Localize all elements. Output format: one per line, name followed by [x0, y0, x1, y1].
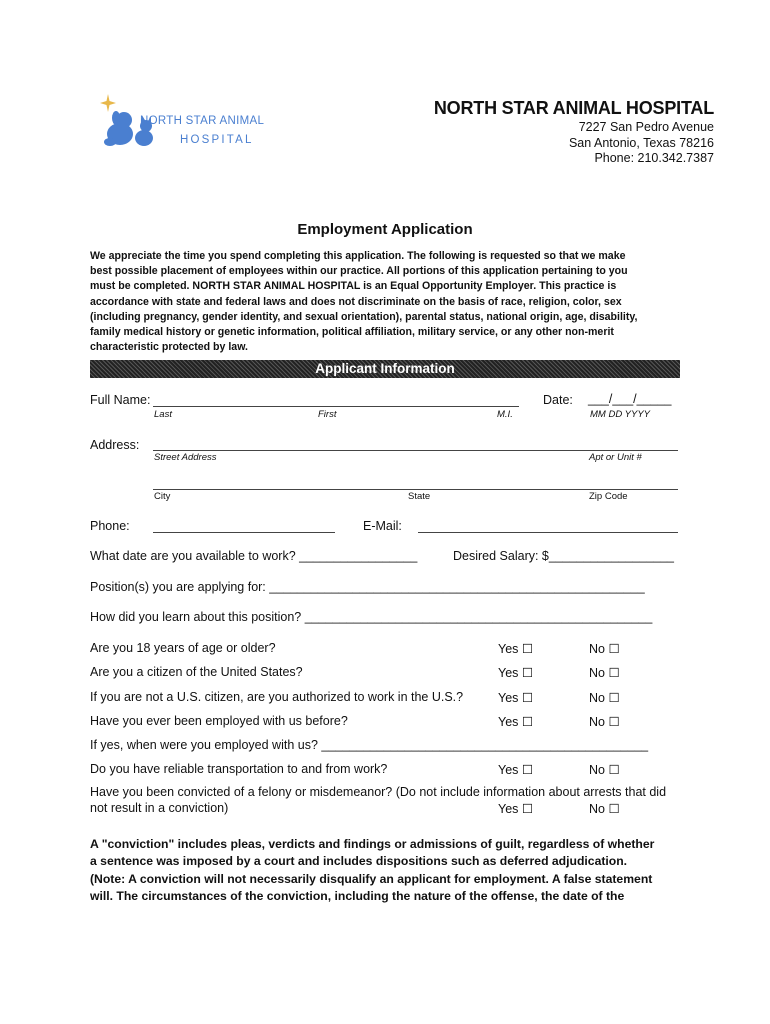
intro-line: must be completed. NORTH STAR ANIMAL HOSPITAL is an Equal Opportunity Employer. This practice is — [90, 280, 617, 293]
intro-line: characteristic protected by law. — [90, 341, 248, 354]
previous-employment-no-checkbox[interactable]: No ☐ — [589, 715, 620, 729]
street-address: 7227 San Pedro Avenue — [578, 120, 714, 134]
intro-line: accordance with state and federal laws and does not discriminate on the basis of race, religion, color, sex — [90, 295, 622, 308]
age-yes-checkbox[interactable]: Yes ☐ — [498, 642, 534, 656]
intro-line: (including pregnancy, gender identity, and sexual orientation), parental status, national origin, age, disability, — [90, 310, 638, 323]
question-citizen: Are you a citizen of the United States? — [90, 665, 303, 679]
logo-text-line1: NORTH STAR ANIMAL — [140, 115, 265, 127]
conviction-line: a sentence was imposed by a court and includes dispositions such as deferred adjudication. — [90, 853, 628, 868]
felony-yes-checkbox[interactable]: Yes ☐ — [498, 802, 534, 816]
address-label: Address: — [90, 438, 140, 452]
phone-number: Phone: 210.342.7387 — [594, 151, 714, 165]
name-last-caption: Last — [154, 409, 172, 420]
street-address-field[interactable] — [153, 450, 678, 451]
note-line: will. The circumstances of the conviction, including the nature of the offense, the date of the — [90, 888, 625, 903]
age-no-checkbox[interactable]: No ☐ — [589, 642, 620, 656]
conviction-line: A "conviction" includes pleas, verdicts and findings or admissions of guilt, regardless of whether — [90, 837, 655, 851]
name-mi-caption: M.I. — [497, 409, 513, 420]
intro-line: We appreciate the time you spend completing this application. The following is requested so that we make — [90, 250, 626, 262]
previous-employment-yes-checkbox[interactable]: Yes ☐ — [498, 715, 534, 729]
phone-label: Phone: — [90, 519, 130, 533]
city-caption: City — [154, 491, 171, 502]
authorized-yes-checkbox[interactable]: Yes ☐ — [498, 691, 534, 705]
intro-paragraph — [90, 249, 688, 355]
logo-text-line2: HOSPITAL — [180, 134, 254, 146]
intro-line: best possible placement of employees within our practice. All portions of this application pertaining to you — [90, 265, 628, 278]
available-date-field[interactable]: What date are you available to work? _________________ — [90, 549, 418, 563]
transportation-no-checkbox[interactable]: No ☐ — [589, 763, 620, 777]
date-field[interactable]: ___/___/_____ — [588, 392, 672, 406]
desired-salary-field[interactable]: Desired Salary: $__________________ — [453, 549, 675, 563]
full-name-field[interactable] — [153, 406, 519, 407]
hospital-name: NORTH STAR ANIMAL HOSPITAL — [433, 98, 714, 118]
question-felony: Have you been convicted of a felony or misdemeanor? (Do not include information about arrests that did — [90, 785, 667, 799]
date-label: Date: — [543, 393, 573, 407]
zip-caption: Zip Code — [589, 491, 628, 502]
name-first-caption: First — [318, 409, 337, 420]
apt-unit-caption: Apt or Unit # — [589, 452, 642, 463]
street-address-caption: Street Address — [154, 452, 217, 463]
question-transportation: Do you have reliable transportation to and from work? — [90, 762, 388, 776]
intro-line: family medical history or genetic information, political affiliation, military service, or any other non-merit — [90, 326, 614, 339]
star-icon — [100, 94, 116, 112]
question-work-authorization: If you are not a U.S. citizen, are you authorized to work in the U.S.? — [90, 690, 464, 704]
employed-when-field[interactable]: If yes, when were you employed with us? _______________________________________________ — [90, 738, 649, 752]
authorized-no-checkbox[interactable]: No ☐ — [589, 691, 620, 705]
conviction-note — [90, 871, 685, 904]
email-label: E-Mail: — [363, 519, 402, 533]
conviction-definition — [90, 836, 685, 869]
phone-field[interactable] — [153, 532, 335, 533]
question-previous-employment: Have you ever been employed with us before? — [90, 714, 348, 728]
positions-field[interactable]: Position(s) you are applying for: ______________________________________________________ — [90, 580, 645, 594]
city-state-zip: San Antonio, Texas 78216 — [568, 136, 714, 150]
section-banner: Applicant Information — [90, 360, 680, 378]
full-name-label: Full Name: — [90, 393, 151, 407]
felony-no-checkbox[interactable]: No ☐ — [589, 802, 620, 816]
question-felony-cont: not result in a conviction) — [90, 801, 229, 815]
question-age: Are you 18 years of age or older? — [90, 641, 276, 655]
city-state-zip-field[interactable] — [153, 489, 678, 490]
note-line: (Note: A conviction will not necessarily disqualify an applicant for employment. A false statement — [90, 872, 653, 886]
form-title: Employment Application — [297, 221, 473, 238]
transportation-yes-checkbox[interactable]: Yes ☐ — [498, 763, 534, 777]
date-format-caption: MM DD YYYY — [590, 409, 651, 420]
citizen-no-checkbox[interactable]: No ☐ — [589, 666, 620, 680]
citizen-yes-checkbox[interactable]: Yes ☐ — [498, 666, 534, 680]
how-learn-field[interactable]: How did you learn about this position? __________________________________________________ — [90, 610, 653, 624]
email-field[interactable] — [418, 532, 678, 533]
state-caption: State — [408, 491, 431, 502]
